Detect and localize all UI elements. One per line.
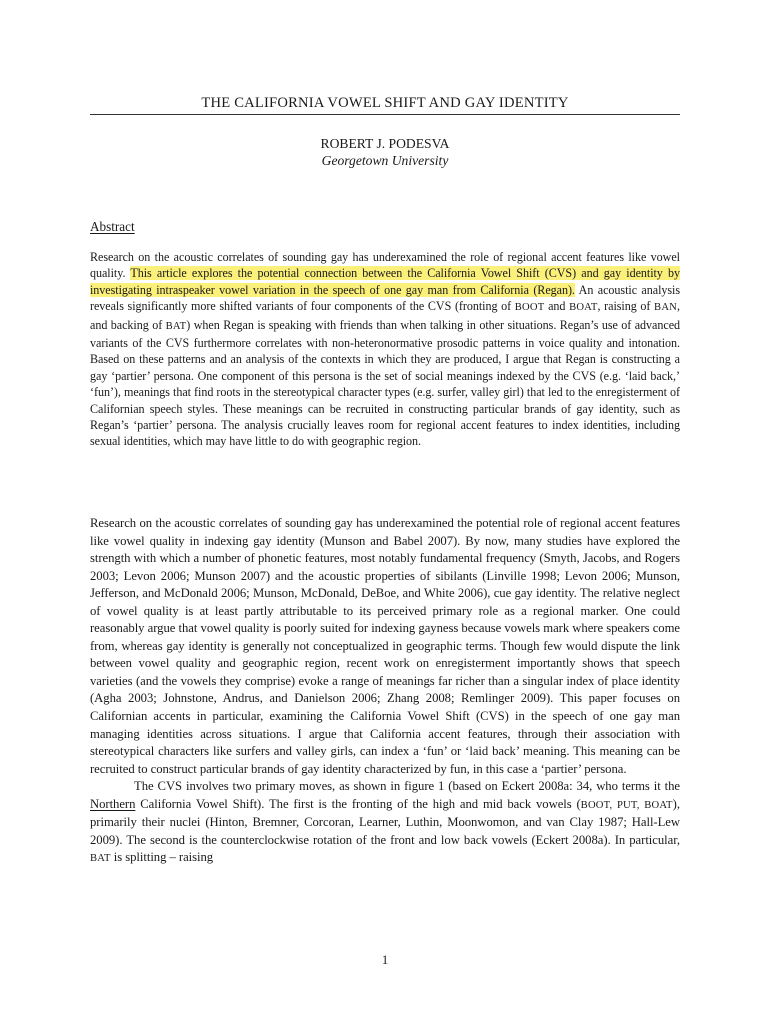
abstract-heading: Abstract	[90, 219, 135, 234]
body-paragraph	[90, 778, 680, 868]
author-affiliation: Georgetown University	[321, 153, 449, 168]
vowel-label: BAT	[90, 853, 111, 865]
page-number: 1	[381, 953, 389, 967]
abstract-text: Research on the acoustic correlates of sounding gay has underexamined the role of regional accent features like vowel quality.	[90, 250, 680, 281]
abstract-text: , raising of	[597, 299, 655, 314]
body-text-run: California Vowel Shift). The first is the fronting of the high and mid back vowels (	[135, 796, 581, 811]
vowel-label: BAN	[654, 302, 678, 314]
abstract-text: and	[544, 299, 570, 314]
body-text	[90, 515, 680, 868]
vowel-label: BOAT	[569, 302, 598, 314]
abstract-text: An acoustic analysis reveals significantly more shifted variants of four components of the CVS (fronting of	[90, 282, 680, 314]
paper-title: THE CALIFORNIA VOWEL SHIFT AND GAY IDENTITY	[201, 95, 569, 111]
body-text-run: The CVS involves two primary moves, as shown in figure 1 (based on Eckert 2008a: 34, who terms it the	[134, 779, 680, 794]
author-name: ROBERT J. PODESVA	[320, 136, 450, 151]
underlined-term: Northern	[90, 796, 136, 811]
highlighted-text: This article explores the potential connection between the California Vowel Shift (CVS) and gay identity by investigating intraspeaker vowel variation in the speech of one gay man from California (Regan).	[90, 266, 680, 297]
abstract-paragraph	[90, 249, 680, 450]
body-text-run: ), primarily their nuclei (Hinton, Bremner, Corcoran, Learner, Luthin, Moonwomon, and van Clay 1987; Hall-Lew 2009). The second is the counterclockwise rotation of the front and low back vowels (Eckert 2008a). In particular,	[90, 796, 680, 847]
vowel-label: BOOT, PUT, BOAT	[580, 799, 673, 811]
vowel-label: BAT	[165, 320, 187, 332]
body-paragraph: Research on the acoustic correlates of sounding gay has underexamined the potential role of regional accent features like vowel quality in indexing gay identity (Munson and Babel 2007). By now, many studies have explored the strength with which a number of phonetic features, most notably fundamental frequency (Smyth, Jacobs, and Rogers 2003; Levon 2006; Munson 2007) and the acoustic properties of sibilants (Linville 1998; Levon 2006; Munson, Jefferson, and McDonald 2006; Munson, McDonald, DeBoe, and White 2006), cue gay identity. The relative neglect of vowel quality is at least partly attributable to its perceived primary role as a regional marker. One could reasonably argue that vowel quality is poorly suited for indexing gayness because vowels mark where speakers come from, whereas gay identity is generally not conceptualized in geographic terms. Though few would dispute the link between vowel quality and geographic region, recent work on enregisterment importantly shows that speech varieties (and the vowels they comprise) evoke a range of meanings far richer than a singular index of place identity (Agha 2003; Johnstone, Andrus, and Danielson 2006; Zhang 2008; Remlinger 2009). This paper focuses on Californian accents in particular, examining the California Vowel Shift (CVS) in the speech of one gay man managing identities across situations. I argue that California accent features, through their association with stereotypical characters like surfers and valley girls, can index a ‘fun’ or ‘laid back’ meaning. This meaning can be recruited to construct particular brands of gay identity characterized by fun, in this case a ‘partier’ persona.	[90, 516, 680, 776]
body-text-run: is splitting – raising	[110, 850, 214, 865]
vowel-label: BOOT	[514, 302, 545, 314]
title-rule	[90, 114, 680, 115]
abstract-text: ) when Regan is speaking with friends than when talking in other situations. Regan’s use of advanced variants of the CVS furthermore correlates with non-heteronormative prosodic patterns in voice quality and intonation. Based on these patterns and an analysis of the contexts in which they are produced, I argue that Regan is constructing a gay ‘partier’ persona. One component of this persona is the set of social meanings indexed by the CVS (e.g. ‘laid back,’ ‘fun’), meanings that find roots in the stereotypical character types (e.g. surfer, valley girl) that led to the enregisterment of Californian speech styles. These meanings can be recruited in constructing particular brands of gay identity, such as Regan’s ‘partier’ persona. The analysis crucially leaves room for regional accent features to index identities, including sexual identities, which may have little to do with geographic region.	[90, 317, 681, 449]
abstract-text: , and backing of	[90, 299, 680, 332]
